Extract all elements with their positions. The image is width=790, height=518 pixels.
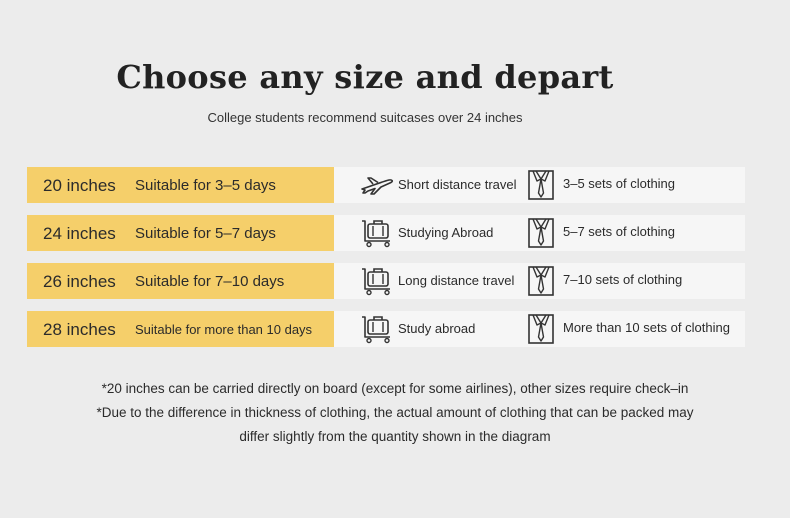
days-label: Suitable for 7–10 days <box>135 273 285 290</box>
size-row-26 <box>27 263 745 299</box>
notes <box>0 377 790 449</box>
size-label: 20 inches <box>43 176 116 195</box>
shirt-icon <box>527 169 555 201</box>
size-cell <box>27 215 334 251</box>
shirt-icon <box>527 265 555 297</box>
size-row-28 <box>27 311 745 347</box>
size-cell <box>27 263 334 299</box>
use-label: Studying Abroad <box>398 225 494 240</box>
airplane-icon <box>359 170 395 200</box>
size-cell <box>27 167 334 203</box>
clothes-label: 5–7 sets of clothing <box>563 224 676 239</box>
luggage-cart-icon <box>359 218 395 248</box>
shirt-icon <box>527 313 555 345</box>
size-row-20 <box>27 167 745 203</box>
note-line-2: *Due to the difference in thickness of clothing, the actual amount of clothing that can be packed may <box>96 405 694 420</box>
days-label: Suitable for more than 10 days <box>135 322 313 337</box>
note-line-1: *20 inches can be carried directly on board (except for some airlines), other sizes require check–in <box>101 381 689 396</box>
size-row-24 <box>27 215 745 251</box>
days-label: Suitable for 5–7 days <box>135 225 276 242</box>
use-label: Short distance travel <box>398 177 517 192</box>
days-label: Suitable for 3–5 days <box>135 177 276 194</box>
luggage-cart-icon <box>359 266 395 296</box>
page-subtitle: College students recommend suitcases over 24 inches <box>207 110 523 125</box>
size-label: 28 inches <box>43 320 116 339</box>
size-label: 24 inches <box>43 224 116 243</box>
page-title: Choose any size and depart <box>116 58 614 96</box>
luggage-cart-icon <box>359 314 395 344</box>
size-label: 26 inches <box>43 272 116 291</box>
shirt-icon <box>527 217 555 249</box>
note-line-3: differ slightly from the quantity shown in the diagram <box>239 429 551 444</box>
clothes-label: 7–10 sets of clothing <box>563 272 683 287</box>
size-cell <box>27 311 334 347</box>
use-label: Study abroad <box>398 321 476 336</box>
clothes-label: More than 10 sets of clothing <box>563 320 730 335</box>
clothes-label: 3–5 sets of clothing <box>563 176 676 191</box>
use-label: Long distance travel <box>398 273 515 288</box>
